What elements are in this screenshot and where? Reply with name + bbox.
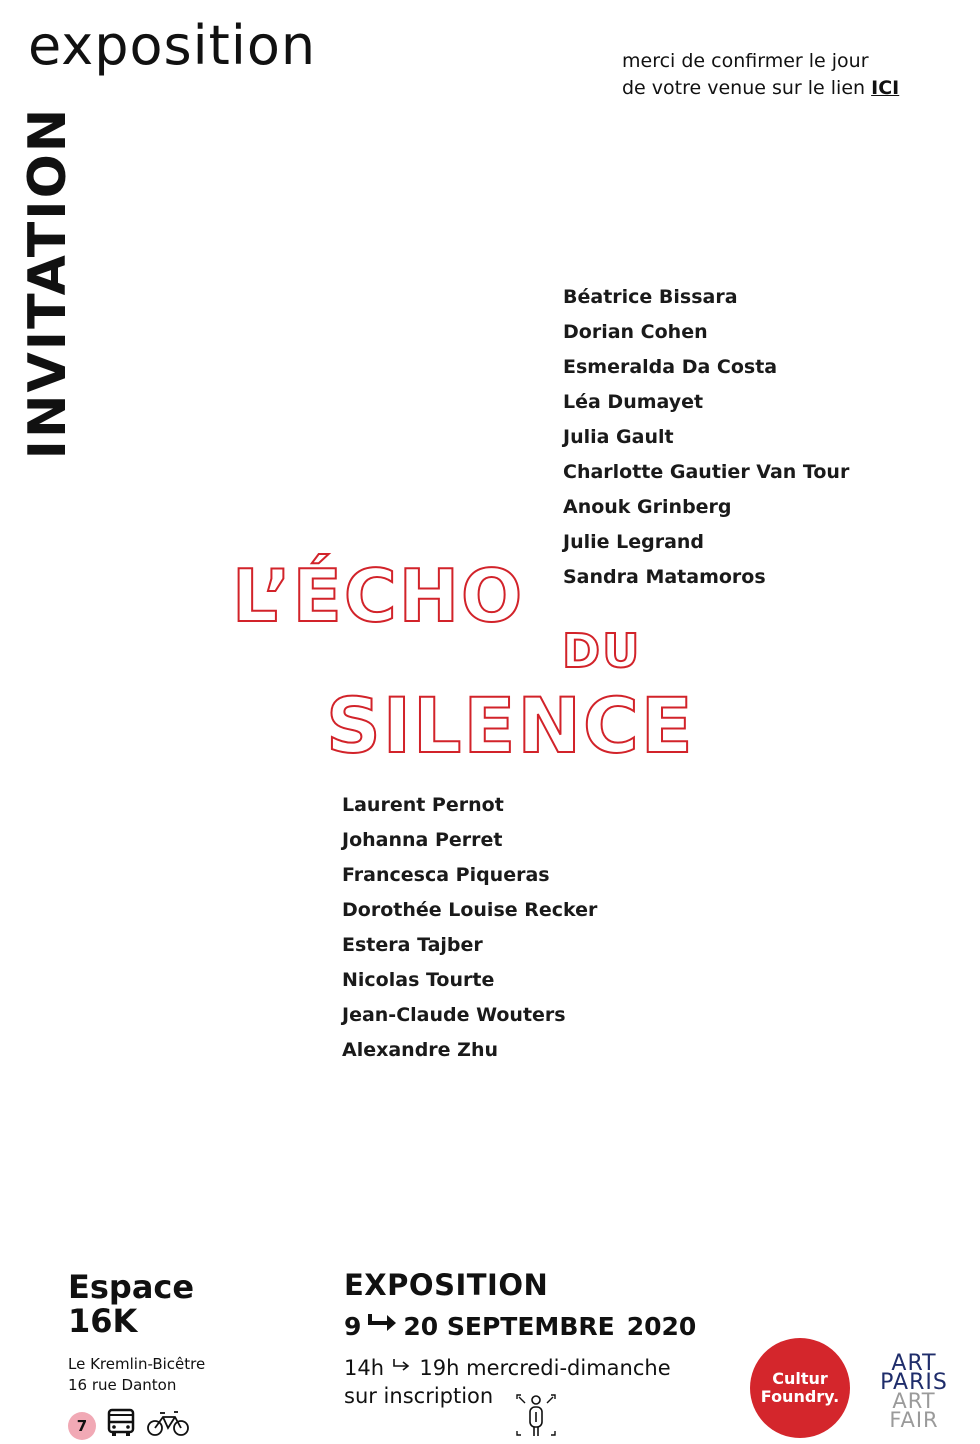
invitation-label: INVITATION [18,106,78,460]
metro-line-icon: 7 [68,1412,96,1440]
artist-name: Laurent Pernot [342,794,504,816]
rsvp-link[interactable]: ICI [871,77,900,99]
artist-name: Julia Gault [563,426,674,448]
rsvp-line-2-text: de votre venue sur le lien [622,77,866,99]
exhibition-heading: EXPOSITION [344,1268,549,1302]
art-paris-logo-line-3: ART [892,1389,936,1413]
transport-icons [68,1408,190,1443]
venue-address [68,1354,205,1396]
artist-name: Anouk Grinberg [563,496,732,518]
artist-name: Léa Dumayet [563,391,704,413]
exhibition-hours [344,1354,671,1410]
artist-name: Jean-Claude Wouters [342,1004,566,1026]
year: 2020 [626,1311,697,1341]
art-paris-logo [874,1351,954,1432]
show-title-line-2: DU [562,624,642,678]
artist-name: Dorian Cohen [563,321,708,343]
hook-arrow-icon [367,1311,397,1341]
hours-start: 14h [344,1356,385,1380]
show-title-line-1: L’ÉCHO [232,554,525,638]
cultur-logo-line-2: Foundry. [760,1387,840,1406]
start-day: 9 [344,1311,362,1341]
art-paris-logo-line-4: FAIR [889,1408,939,1432]
artist-name: Charlotte Gautier Van Tour [563,461,850,483]
venue-name [68,1270,194,1338]
invitation-label-container [18,108,78,458]
hook-arrow-icon [391,1354,413,1382]
artist-list-top [563,280,849,595]
artist-name: Francesca Piqueras [342,864,550,886]
registration-icon [514,1392,558,1443]
hours-end: 19h mercredi-dimanche [419,1356,671,1380]
art-paris-logo-line-2: PARIS [880,1370,948,1395]
artist-name: Dorothée Louise Recker [342,899,598,921]
artist-name: Alexandre Zhu [342,1039,499,1061]
artist-name: Julie Legrand [563,531,705,553]
artist-name: Esmeralda Da Costa [563,356,778,378]
bus-icon [106,1408,136,1443]
rsvp-line-2 [622,75,952,102]
end-date: 20 SEPTEMBRE [403,1311,615,1341]
rsvp-note [622,48,952,102]
hours-line [344,1354,671,1382]
artist-name: Sandra Matamoros [563,566,766,588]
artist-name: Béatrice Bissara [563,286,738,308]
artist-list-bottom [342,788,597,1068]
venue-name-line-2: 16K [68,1302,138,1340]
exhibition-dates [344,1311,696,1341]
art-paris-logo-line-1: ART [891,1351,937,1376]
artist-name: Johanna Perret [342,829,503,851]
artist-name: Nicolas Tourte [342,969,495,991]
show-title-line-3: SILENCE [326,681,695,770]
cultur-foundry-logo [750,1338,850,1438]
artist-name: Estera Tajber [342,934,483,956]
venue-name-line-1: Espace [68,1268,195,1306]
venue-address-line-1: Le Kremlin-Bicêtre [68,1355,206,1373]
rsvp-line-1: merci de confirmer le jour [622,50,869,72]
bicycle-icon [146,1409,190,1442]
page-title: exposition [28,14,317,77]
venue-address-line-2: 16 rue Danton [68,1376,177,1394]
cultur-logo-line-1: Cultur [772,1369,828,1388]
registration-note: sur inscription [344,1384,494,1408]
